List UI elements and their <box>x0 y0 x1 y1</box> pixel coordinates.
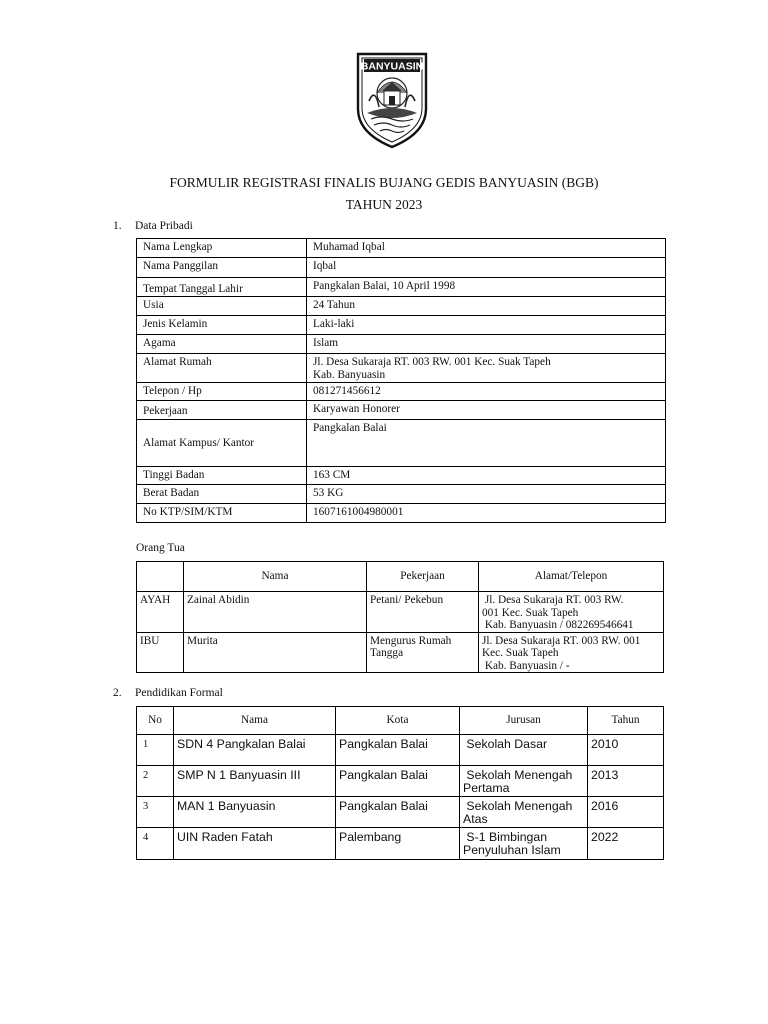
table-row <box>137 766 664 797</box>
table-row <box>137 316 666 335</box>
major-line: Atas <box>463 812 488 826</box>
school-city: Pangkalan Balai <box>336 797 460 828</box>
column-header: Pekerjaan <box>367 562 479 592</box>
personal-data-table <box>136 238 666 523</box>
parent-name: Zainal Abidin <box>184 592 367 633</box>
field-label: Nama Lengkap <box>137 239 307 258</box>
table-row <box>137 485 666 504</box>
table-row <box>137 239 666 258</box>
address-line: Kec. Suak Tapeh <box>482 647 559 659</box>
field-label: Berat Badan <box>137 485 307 504</box>
table-row <box>137 335 666 354</box>
table-row <box>137 828 664 860</box>
job-line: Mengurus Rumah <box>370 634 452 647</box>
field-value: 53 KG <box>307 485 666 504</box>
column-header: Kota <box>336 707 460 735</box>
school-name: MAN 1 Banyuasin <box>174 797 336 828</box>
section-number: 2. <box>113 687 122 699</box>
education-table <box>136 706 664 860</box>
table-row <box>137 383 666 401</box>
field-label: Tinggi Badan <box>137 467 307 485</box>
section-label: Data Pribadi <box>135 220 193 232</box>
major-line: Sekolah Menengah <box>463 768 573 782</box>
major-line: Pertama <box>463 781 510 795</box>
field-value: 1607161004980001 <box>307 504 666 523</box>
column-header: Jurusan <box>460 707 588 735</box>
field-value: Pangkalan Balai, 10 April 1998 <box>307 278 666 297</box>
table-row <box>137 735 664 766</box>
parent-address <box>479 632 664 673</box>
parent-address <box>479 592 664 633</box>
column-header: Nama <box>174 707 336 735</box>
table-row <box>137 504 666 523</box>
school-year: 2013 <box>588 766 664 797</box>
education-no: 2 <box>137 766 174 797</box>
school-name: SMP N 1 Banyuasin III <box>174 766 336 797</box>
field-value: Muhamad Iqbal <box>307 239 666 258</box>
address-line: Jl. Desa Sukaraja RT. 003 RW. 001 <box>482 634 641 647</box>
column-header: Nama <box>184 562 367 592</box>
table-row <box>137 278 666 297</box>
section-number: 1. <box>113 220 122 232</box>
table-header-row <box>137 562 664 592</box>
field-value: Iqbal <box>307 258 666 278</box>
job-line: Tangga <box>370 647 404 659</box>
address-line: Jl. Desa Sukaraja RT. 003 RW. <box>482 594 624 606</box>
table-row <box>137 797 664 828</box>
table-row <box>137 592 664 633</box>
table-row <box>137 632 664 673</box>
field-value: Karyawan Honorer <box>307 401 666 420</box>
address-line: Jl. Desa Sukaraja RT. 003 RW. 001 Kec. Suak Tapeh <box>313 356 551 368</box>
table-row <box>137 401 666 420</box>
field-label: Usia <box>137 297 307 316</box>
parent-job: Petani/ Pekebun <box>367 592 479 633</box>
field-label: Pekerjaan <box>137 401 307 420</box>
school-name: SDN 4 Pangkalan Balai <box>174 735 336 766</box>
field-value <box>307 354 666 383</box>
field-label: Nama Panggilan <box>137 258 307 278</box>
parents-label: Orang Tua <box>136 542 185 554</box>
address-line: Kab. Banyuasin / - <box>482 659 570 672</box>
address-line: Kab. Banyuasin <box>313 369 386 381</box>
column-header <box>137 562 184 592</box>
column-header: No <box>137 707 174 735</box>
major-line: Penyuluhan Islam <box>463 843 561 857</box>
school-year: 2022 <box>588 828 664 860</box>
education-no: 1 <box>137 735 174 766</box>
school-city: Palembang <box>336 828 460 860</box>
school-city: Pangkalan Balai <box>336 735 460 766</box>
address-line: Kab. Banyuasin / 082269546641 <box>482 619 634 631</box>
table-header-row <box>137 707 664 735</box>
table-row <box>137 420 666 467</box>
column-header: Tahun <box>588 707 664 735</box>
school-major <box>460 735 588 766</box>
major-line: Sekolah Dasar <box>463 737 548 751</box>
field-value: 081271456612 <box>307 383 666 401</box>
field-label: Tempat Tanggal Lahir <box>137 278 307 297</box>
form-year: TAHUN 2023 <box>345 197 423 212</box>
logo-text: BANYUASIN <box>360 60 424 73</box>
school-major <box>460 766 588 797</box>
major-line: Sekolah Menengah <box>463 799 573 813</box>
form-title: FORMULIR REGISTRASI FINALIS BUJANG GEDIS BANYUASIN (BGB) <box>169 175 599 190</box>
school-year: 2016 <box>588 797 664 828</box>
field-value: Islam <box>307 335 666 354</box>
major-line: S-1 Bimbingan <box>463 830 548 844</box>
address-line: 001 Kec. Suak Tapeh <box>482 606 579 619</box>
table-row <box>137 258 666 278</box>
school-city: Pangkalan Balai <box>336 766 460 797</box>
table-row <box>137 297 666 316</box>
school-year: 2010 <box>588 735 664 766</box>
field-label: Alamat Kampus/ Kantor <box>137 420 307 467</box>
table-row <box>137 354 666 383</box>
parent-name: Murita <box>184 632 367 673</box>
parent-job <box>367 632 479 673</box>
table-row <box>137 467 666 485</box>
field-value: Laki-laki <box>307 316 666 335</box>
education-no: 3 <box>137 797 174 828</box>
column-header: Alamat/Telepon <box>479 562 664 592</box>
school-major <box>460 797 588 828</box>
banyuasin-emblem-logo <box>355 51 429 149</box>
field-value: Pangkalan Balai <box>307 420 666 467</box>
field-label: Agama <box>137 335 307 354</box>
parent-role: IBU <box>137 632 184 673</box>
school-name: UIN Raden Fatah <box>174 828 336 860</box>
field-value: 24 Tahun <box>307 297 666 316</box>
section-label: Pendidikan Formal <box>135 687 223 699</box>
field-label: Telepon / Hp <box>137 383 307 401</box>
field-label: No KTP/SIM/KTM <box>137 504 307 523</box>
field-label: Alamat Rumah <box>137 354 307 383</box>
field-value: 163 CM <box>307 467 666 485</box>
parent-role: AYAH <box>137 592 184 633</box>
parents-table <box>136 561 664 673</box>
school-major <box>460 828 588 860</box>
field-label: Jenis Kelamin <box>137 316 307 335</box>
education-no: 4 <box>137 828 174 860</box>
